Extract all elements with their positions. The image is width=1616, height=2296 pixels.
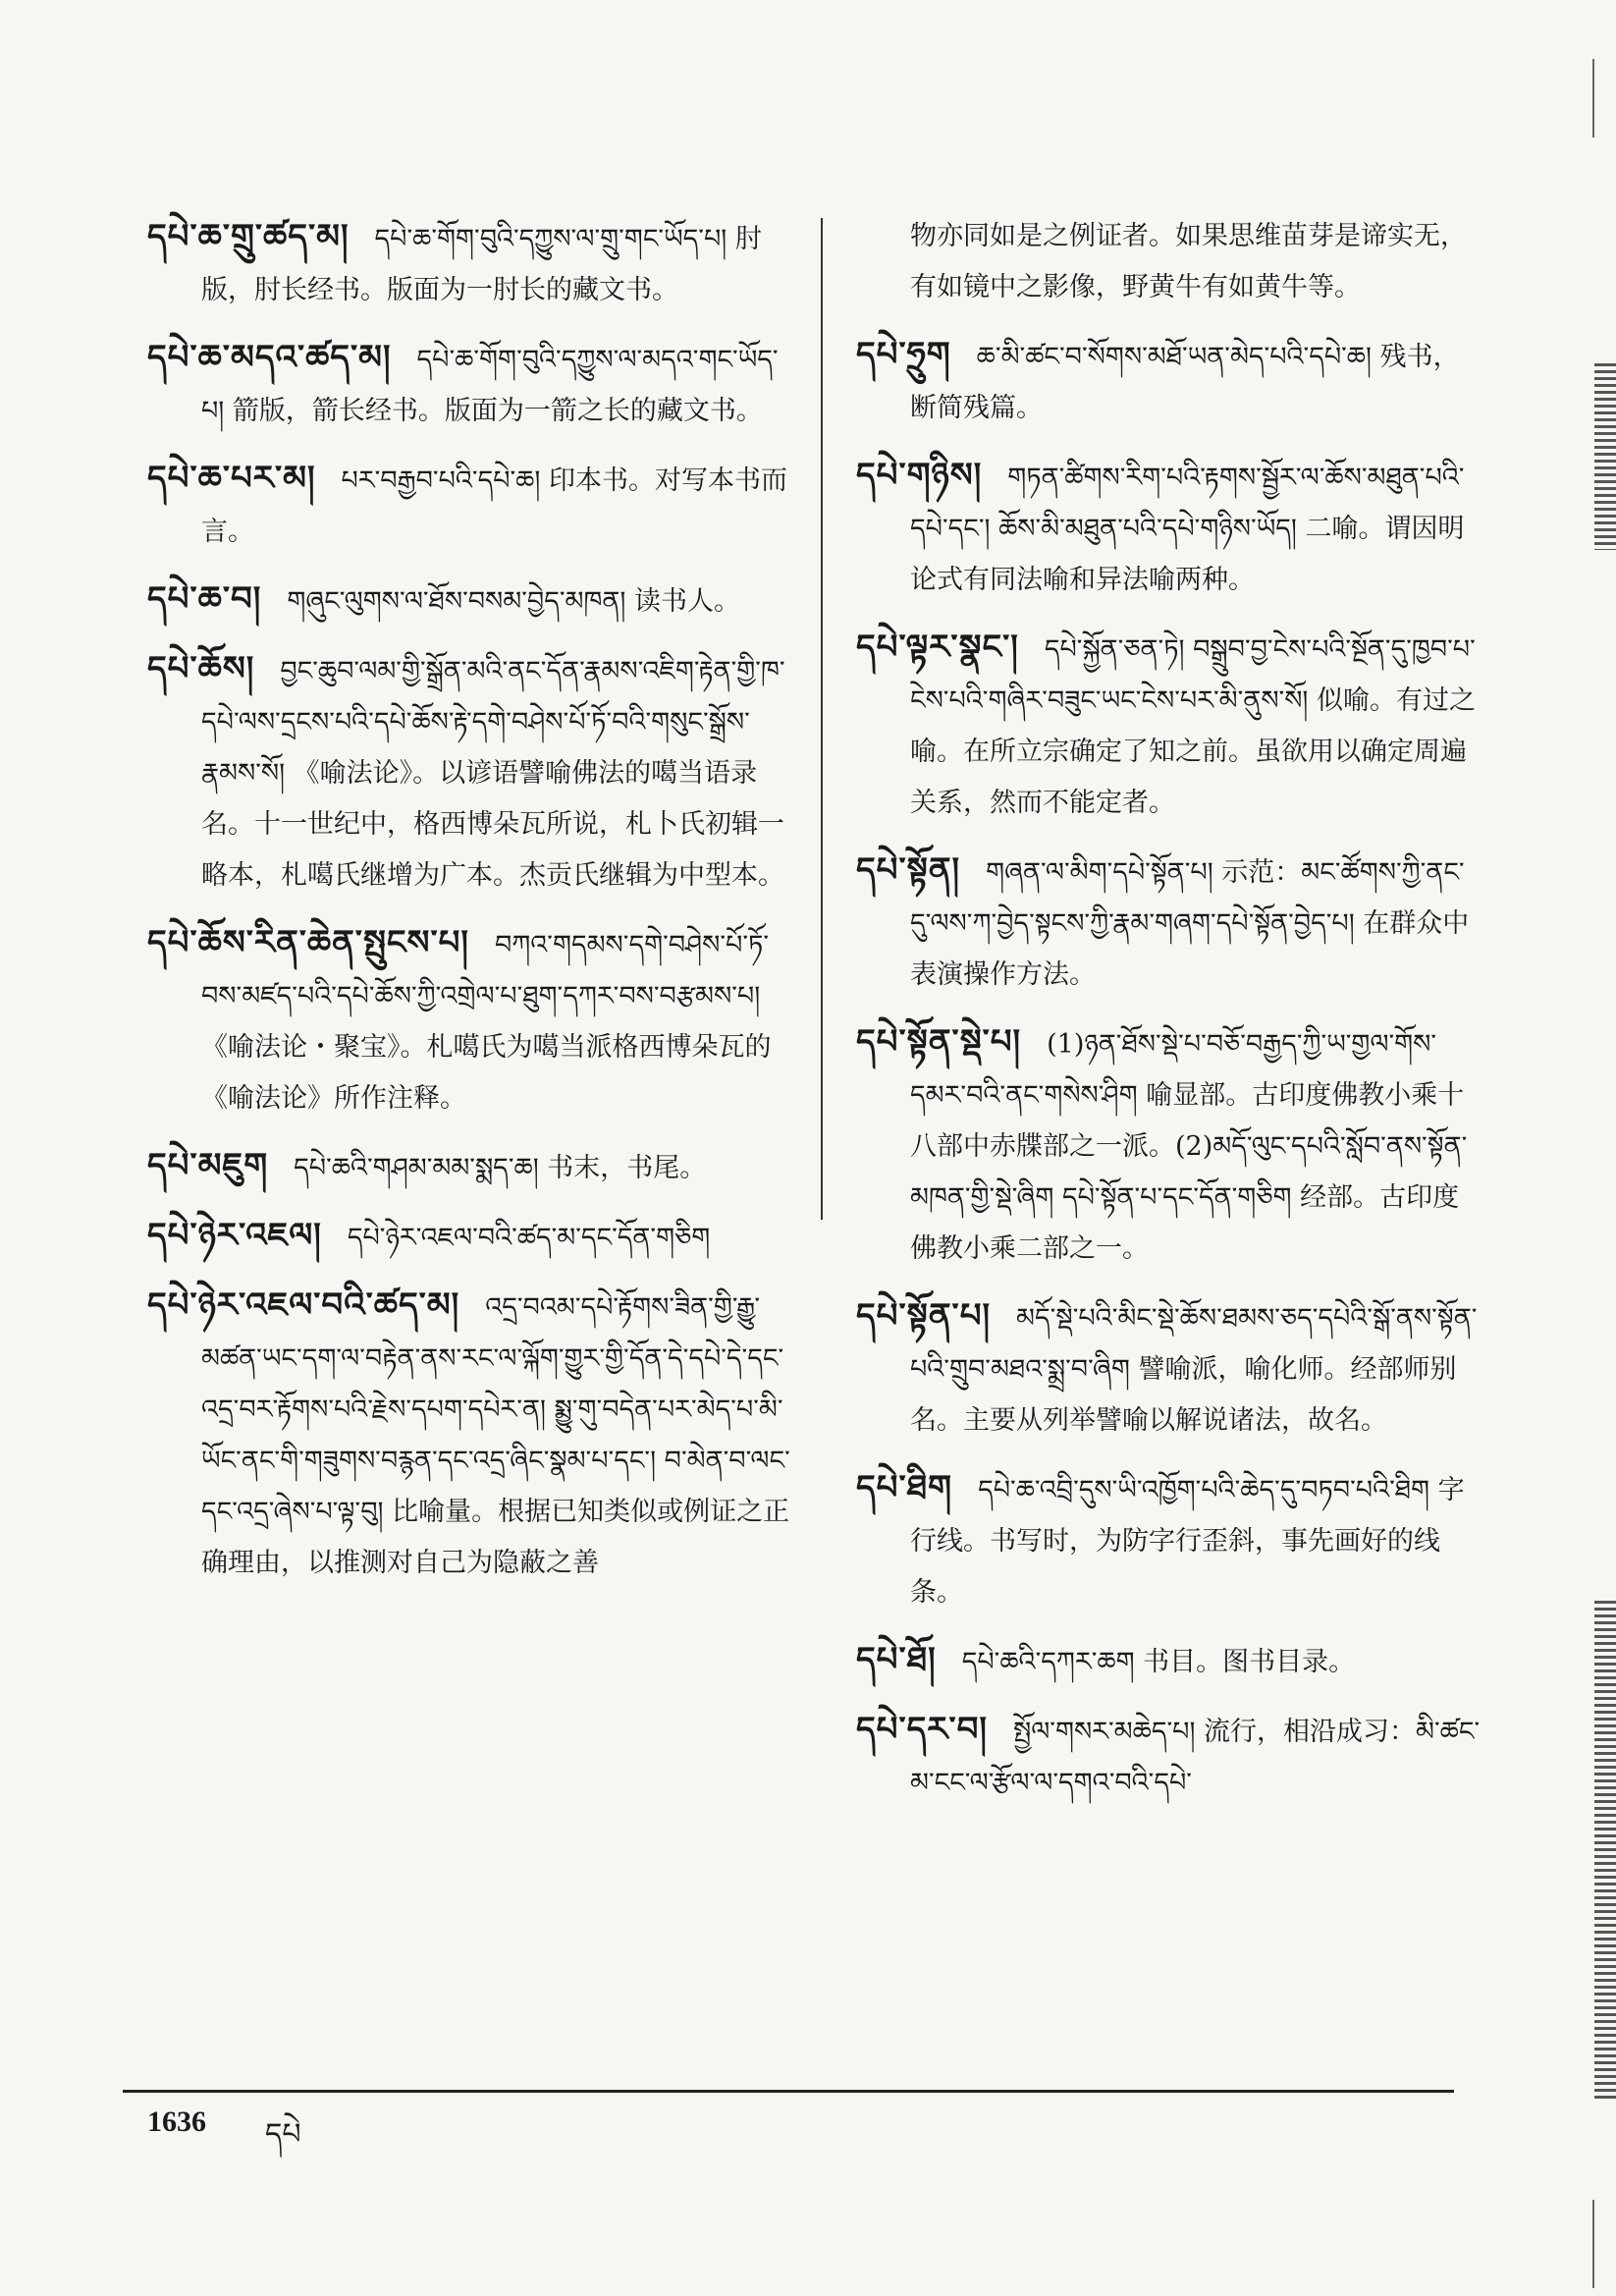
definition: ཆ་མི་ཚང་བ་སོགས་མཐོ་ཡན་མེད་པའི་དཔེ་ཆ། 残书，断简残篇。 bbox=[910, 342, 1460, 423]
headword: དཔེ་ཆོས། bbox=[147, 649, 255, 688]
entry-9 bbox=[147, 1280, 795, 1589]
headword: དཔེ་ཆ་གྲུ་ཚད་མ། bbox=[147, 217, 350, 256]
headword: དཔེ་སྟོན་པ། bbox=[856, 1296, 992, 1336]
entry-15 bbox=[856, 1290, 1484, 1447]
definition: གཏན་ཚིགས་རིག་པའི་རྟགས་སྦྱོར་ལ་ཆོས་མཐུན་པའི་དཔེ་དང་། ཆོས་མི་མཐུན་པའི་དཔེ་གཉིས་ཡོད། 二喻。谓因明论式有同法喻和异法喻两种。 bbox=[910, 463, 1465, 595]
footer-rule bbox=[123, 2090, 1454, 2093]
entry-14 bbox=[856, 1016, 1484, 1275]
definition: སྤྱོལ་གསར་མཆེད་པ། 流行，相沿成习：མི་ཚང་མ་ངང་ལ་རྩོལ་ལ་དགའ་བའི་དཔེ་ bbox=[910, 1717, 1481, 1798]
entry-13 bbox=[856, 845, 1484, 1001]
definition: གཞན་ལ་མིག་དཔེ་སྟོན་པ། 示范：མང་ཚོགས་ཀྱི་ནང་དུ་ལས་ཀ་བྱེད་སྟངས་ཀྱི་རྣམ་གཞག་དཔེ་སྟོན་བྱེད་པ། 在群众中表演操作方法。 bbox=[910, 857, 1470, 990]
definition: དཔེ་ཉེར་འཇལ་བའི་ཚད་མ་དང་དོན་གཅིག bbox=[347, 1223, 711, 1253]
definition: གཞུང་ལུགས་ལ་ཐོས་བསམ་བྱེད་མཁན། 读书人。 bbox=[287, 586, 740, 617]
headword: དཔེ་ཆ་བ། bbox=[147, 579, 262, 619]
headword: དཔེ་ཆ་པར་མ། bbox=[147, 459, 316, 498]
entry-7 bbox=[147, 1140, 795, 1194]
headword: དཔེ་སྟོན། bbox=[856, 850, 961, 890]
scan-edge-marks bbox=[1594, 363, 1616, 550]
definition: (1)ཉན་ཐོས་སྡེ་པ་བཅོ་བརྒྱད་ཀྱི་ཡ་གྱལ་གོས་དམར་བའི་ནང་གསེས་ཤིག 喻显部。古印度佛教小乘十八部中赤牒部之一派。(2)མདོ་ལུང་དཔའི་སློབ་ནས་སྟོན་མཁན་གྱི་སྡེ་ཞིག དཔེ་སྟོན་པ་དང་དོན་གཅིག 经部。古印度佛教小乘二部之一。 bbox=[910, 1029, 1468, 1264]
headword: དཔེ་ཧྲུག bbox=[856, 335, 951, 374]
scan-edge-marks bbox=[1594, 1601, 1616, 2102]
entry-2 bbox=[147, 332, 795, 437]
entry-5 bbox=[147, 643, 795, 902]
entry-18 bbox=[856, 1704, 1484, 1809]
scan-edge-marks bbox=[1592, 2200, 1616, 2288]
headword: དཔེ་མཇུག bbox=[147, 1146, 269, 1185]
definition: པར་བརྒྱབ་པའི་དཔེ་ཆ། 印本书。对写本书而言。 bbox=[201, 465, 787, 547]
definition: 物亦同如是之例证者。如果思维苗芽是谛实无，有如镜中之影像，野黄牛有如黄牛等。 bbox=[910, 221, 1467, 302]
left-column bbox=[147, 211, 795, 1605]
scan-edge-marks bbox=[1592, 59, 1616, 137]
definition: དཔེ་ཆའི་དཀར་ཆག 书目。图书目录。 bbox=[961, 1647, 1356, 1677]
headword: དཔེ་ཐོ། bbox=[856, 1640, 937, 1679]
entry-16 bbox=[856, 1462, 1484, 1618]
entry-17 bbox=[856, 1634, 1484, 1688]
entry-6 bbox=[147, 917, 795, 1124]
definition: བྱང་ཆུབ་ལམ་གྱི་སྒྲོན་མའི་ནང་དོན་རྣམས་འཇིག་རྟེན་གྱི་ཁ་དཔེ་ལས་དྲངས་པའི་དཔེ་ཆོས་རྟེ་དགེ་བཤེས་པོ་ཏོ་བའི་གསུང་སྒྲོས་རྣམས་སོ། 《喻法论》。以谚语譬喻佛法的噶当语录名。十一世纪中，格西博朵瓦所说，札卜氏初辑一略本，札噶氏继增为广本。杰贡氏继辑为中型本。 bbox=[201, 656, 785, 891]
headword: དཔེ་གཉིས། bbox=[856, 456, 983, 495]
definition: དཔེ་སྐྱོན་ཅན་ཏེ། བསྒྲུབ་བྱ་ངེས་པའི་སྔོན་དུ་ཁྱབ་པ་ངེས་པའི་གཞིར་བཟུང་ཡང་ངེས་པར་མི་ནུས་སོ། 似喻。有过之喻。在所立宗确定了知之前。虽欲用以确定周遍关系，然而不能定者。 bbox=[910, 634, 1477, 818]
definition: དཔེ་ཆ་གོག་བུའི་དཀྱུས་ལ་གྲུ་གང་ཡོད་པ། 肘版，肘长经书。版面为一肘长的藏文书。 bbox=[201, 224, 762, 305]
headword: དཔེ་ཆོས་རིན་ཆེན་སྤུངས་པ། bbox=[147, 923, 469, 962]
headword: དཔེ་ཉེར་འཇལ་བའི་ཚད་མ། bbox=[147, 1285, 460, 1325]
definition: འདྲ་བའམ་དཔེ་རྟོགས་ཟིན་གྱི་རྒྱུ་མཚན་ཡང་དག་ལ་བརྟེན་ནས་རང་ལ་ལྐོག་གྱུར་གྱི་དོན་དེ་དཔེ་དེ་དང་འདྲ་བར་རྟོགས་པའི་རྗེས་དཔག་དཔེར་ན། སྨྱུ་གུ་བདེན་པར་མེད་པ་མི་ཡོང་ནང་གི་གཟུགས་བརྙན་དང་འདྲ་ཞིང་སྣམ་པ་དང་། བ་མེན་བ་ལང་དང་འདྲ་ཞེས་པ་ལྟ་བུ། 比喻量。根据已知类似或例证之正确理由，以推测对自己为隐蔽之善 bbox=[201, 1292, 790, 1578]
entry-continued bbox=[856, 211, 1484, 313]
running-footer-label: དཔེ bbox=[265, 2117, 301, 2152]
headword: དཔེ་ལྟར་སྣང་། bbox=[856, 628, 1019, 667]
definition: དཔེ་ཆ་གོག་བུའི་དཀྱུས་ལ་མདའ་གང་ཡོད་པ། 箭版，箭长经书。版面为一箭之长的藏文书。 bbox=[201, 345, 779, 426]
definition: མདོ་སྡེ་པའི་མིང་སྡེ་ཆོས་ཐམས་ཅད་དཔེའི་སྒོ་ནས་སྟོན་པའི་གྲུབ་མཐའ་སྨྲ་བ་ཞིག 譬喻派，喻化师。经部师别名。主要从列举譬喻以解说诸法，故名。 bbox=[910, 1303, 1478, 1436]
entry-8 bbox=[147, 1210, 795, 1264]
headword: དཔེ་སྟོན་སྡེ་པ། bbox=[856, 1022, 1022, 1062]
column-divider bbox=[821, 218, 823, 1220]
headword: དཔེ་ཐིག bbox=[856, 1468, 953, 1507]
entry-11 bbox=[856, 450, 1484, 606]
headword: དཔེ་ཆ་མདའ་ཚད་མ། bbox=[147, 338, 392, 377]
entry-12 bbox=[856, 622, 1484, 829]
definition: དཔེ་ཆ་འབྲི་དུས་ཡི་འཁྱོག་པའི་ཆེད་དུ་བཏབ་པའི་ཐིག 字行线。书写时，为防字行歪斜，事先画好的线条。 bbox=[910, 1475, 1465, 1608]
entry-4 bbox=[147, 574, 795, 628]
headword: དཔེ་དར་བ། bbox=[856, 1710, 988, 1749]
entry-3 bbox=[147, 453, 795, 558]
page-number: 1636 bbox=[147, 2105, 206, 2138]
definition: དཔེ་ཆའི་གཤམ་མམ་སྨད་ཆ། 书末，书尾。 bbox=[294, 1153, 707, 1183]
entry-10 bbox=[856, 329, 1484, 434]
right-column bbox=[856, 211, 1484, 1825]
headword: དཔེ་ཉེར་འཇལ། bbox=[147, 1216, 322, 1255]
definition: བཀའ་གདམས་དགེ་བཤེས་པོ་ཏོ་བས་མཛད་པའི་དཔེ་ཆོས་ཀྱི་འགྲེལ་པ་ཐུག་དཀར་བས་བརྩམས་པ། 《喻法论・聚宝》。札噶氏为噶当派格西博朵瓦的《喻法论》所作注释。 bbox=[201, 930, 772, 1114]
entry-1 bbox=[147, 211, 795, 316]
